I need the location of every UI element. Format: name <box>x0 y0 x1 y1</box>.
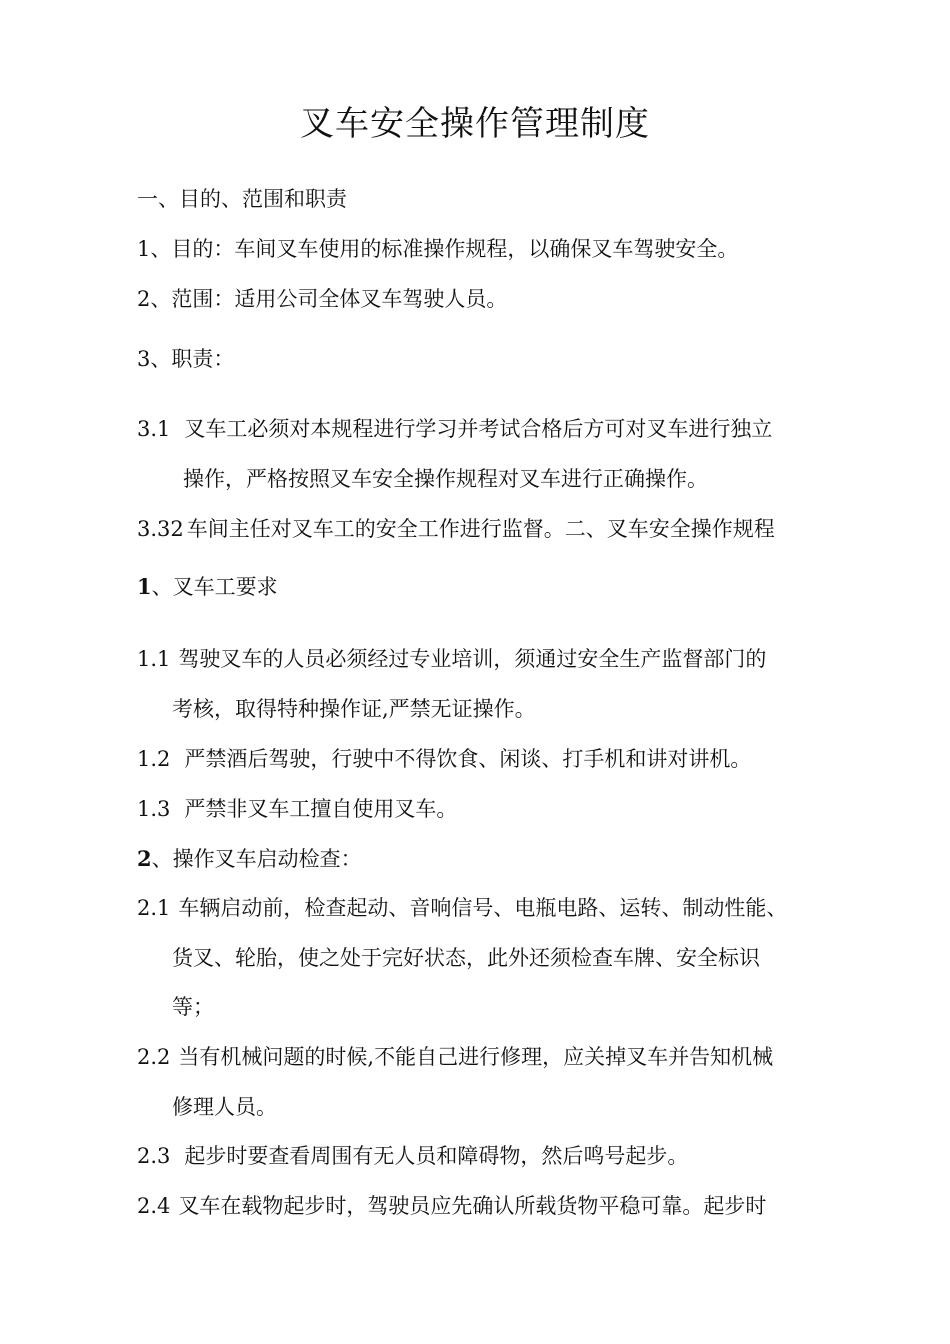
line-text: 驾驶叉车的人员必须经过专业培训，须通过安全生产监督部门的 <box>178 647 767 671</box>
paragraph-line <box>137 1191 766 1221</box>
paragraph-line <box>137 893 787 923</box>
paragraph-line <box>137 344 234 374</box>
line-text: 严禁非叉车工擅自使用叉车。 <box>184 797 458 821</box>
paragraph-line-continued <box>172 694 536 724</box>
paragraph-line <box>137 414 772 444</box>
line-text: 车间主任对叉车工的安全工作进行监督。二、叉车安全操作规程 <box>186 517 775 541</box>
paragraph-line <box>137 514 775 544</box>
item-number: 1.2 <box>137 747 171 771</box>
line-text: 、目的：车间叉车使用的标准操作规程，以确保叉车驾驶安全。 <box>150 237 739 261</box>
paragraph-line-continued <box>172 992 214 1022</box>
section-heading-1 <box>137 184 347 214</box>
section-heading-3 <box>137 844 362 874</box>
paragraph-line <box>137 794 457 824</box>
item-number: 1 <box>137 237 151 261</box>
line-text: 、范围：适用公司全体叉车驾驶人员。 <box>150 287 508 311</box>
paragraph-line <box>137 234 738 264</box>
document-title: 叉车安全操作管理制度 <box>300 104 650 144</box>
paragraph-line <box>137 644 766 674</box>
line-text: 、叉车工要求 <box>151 575 278 599</box>
paragraph-line-continued <box>183 464 708 494</box>
line-text: 叉车在载物起步时，驾驶员应先确认所载货物平稳可靠。起步时 <box>178 1194 767 1218</box>
section-heading-2 <box>137 572 278 602</box>
item-number: 2.4 <box>137 1194 171 1218</box>
line-text: 、操作叉车启动检查： <box>151 847 362 871</box>
line-text: 考核，取得特种操作证,严禁无证操作。 <box>172 697 536 721</box>
paragraph-line <box>137 284 507 314</box>
line-text: 、职责： <box>150 347 235 371</box>
paragraph-line <box>137 744 751 774</box>
item-number: 2.3 <box>137 1144 171 1168</box>
item-number: 1 <box>137 574 152 599</box>
line-text: 操作，严格按照叉车安全操作规程对叉车进行正确操作。 <box>183 467 708 491</box>
line-text: 严禁酒后驾驶，行驶中不得饮食、闲谈、打手机和讲对讲机。 <box>184 747 752 771</box>
item-number: 3.1 <box>137 417 171 441</box>
paragraph-line <box>137 1141 688 1171</box>
item-number: 3.32 <box>137 517 184 541</box>
line-text: 起步时要查看周围有无人员和障碍物，然后鸣号起步。 <box>184 1144 689 1168</box>
paragraph-line-continued <box>172 943 760 973</box>
line-text: 修理人员。 <box>172 1095 277 1119</box>
item-number: 1.1 <box>137 647 171 671</box>
line-text: 货叉、轮胎，使之处于完好状态，此外还须检查车牌、安全标识 <box>172 946 760 970</box>
item-number: 2 <box>137 287 151 311</box>
paragraph-line-continued <box>172 1092 277 1122</box>
line-text: 车辆启动前，检查起动、音响信号、电瓶电路、运转、制动性能、 <box>178 896 788 920</box>
line-text: 等； <box>172 995 214 1019</box>
line-text: 当有机械问题的时候,不能自己进行修理，应关掉叉车并告知机械 <box>178 1045 774 1069</box>
item-number: 2 <box>137 846 152 871</box>
paragraph-line <box>137 1042 773 1072</box>
line-text: 叉车工必须对本规程进行学习并考试合格后方可对叉车进行独立 <box>184 417 773 441</box>
item-number: 2.1 <box>137 896 171 920</box>
item-number: 3 <box>137 347 151 371</box>
item-number: 2.2 <box>137 1045 171 1069</box>
line-text: 一、目的、范围和职责 <box>137 187 347 211</box>
item-number: 1.3 <box>137 797 171 821</box>
